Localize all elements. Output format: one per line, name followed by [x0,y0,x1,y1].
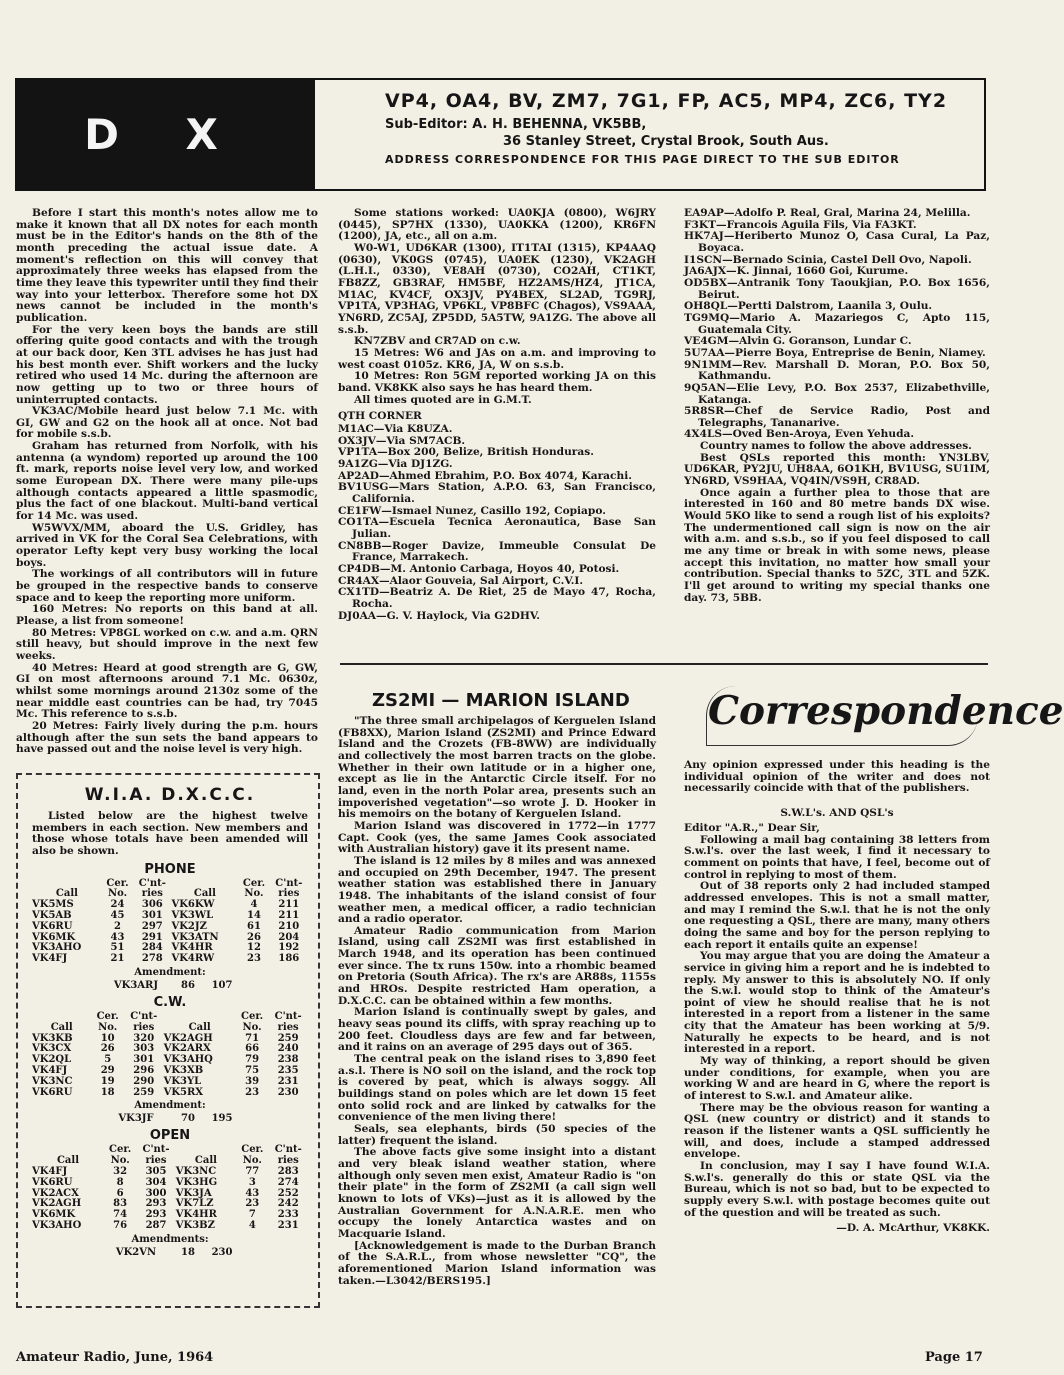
column-header: ries [277,1155,299,1167]
table-row [32,954,308,965]
paragraph: The island is 12 miles by 8 miles and was annexed and occupied on 29th December, 1947. The present weather station was established there in January 1948. The inhabitants of the island consist of four weather men, a medical officer, a radio technician and a radio operator. [338,854,656,926]
table-cell: VK6RU [32,1086,73,1098]
table-cell: VK4HR [171,942,213,954]
table-cell: VK3AHO [32,1219,82,1231]
amendment-row [32,1247,308,1258]
qth-entry: CX1TD—Beatriz A. De Riet, 25 de Mayo 47, Rocha, Rocha. [338,586,656,610]
table-cell: VK5AB [32,910,72,922]
dxcc-section-title: OPEN [149,1128,191,1144]
column-header: No. [110,1155,130,1167]
table-cell: 301 [141,910,163,922]
amendment-value: 70 [181,1113,195,1125]
table-cell: 230 [277,1086,299,1098]
table-cell: 18 [100,1086,115,1098]
table-cell: 320 [133,1032,155,1044]
qth-entry: EA9AP—Adolfo P. Real, Gral, Marina 24, Melilla. [684,207,971,219]
table-cell: 238 [277,1054,299,1066]
column-header: Cer. [96,1011,119,1022]
qth-entry: CO1TA—Escuela Tecnica Aeronautica, Base San Julian. [338,516,656,541]
qth-entry: F3KT—Francois Aguila Fils, Via FA3KT. [684,218,917,231]
column-header: C'nt- [130,1011,158,1022]
table-cell: 186 [278,953,300,965]
callsign-list: VP4, OA4, BV, ZM7, 7G1, FP, AC5, MP4, ZC6, TY2 [385,90,948,112]
dxcc-section-title: PHONE [144,861,196,877]
column-header: ries [277,1021,299,1033]
table-cell: 274 [277,1176,299,1188]
table-cell: 304 [145,1176,167,1188]
table-cell: VK2QL [32,1054,72,1066]
paragraph: Graham has returned from Norfolk, with his antenna (a wyndom) reported up around the 100 ft. mark, reports noise level very low, and worked some European DX. There were many pile-ups although contacts appeared a little spasmodic, plus the fact of one blackout. Multi-band vertical for 14 Mc. was used. [16,440,318,523]
dxcc-table [32,1145,308,1231]
paragraph: "The three small archipelagos of Kerguelen Island (FB8XX), Marion Island (ZS2MI) and Prince Edward Island and the Crozets (FB-8WW) are individually and collectively the most barren tracts on the globe. Whether in their own latitude or in a higher one, except as lie in the Antarctic Circle itself. For no land, even in the north Polar area, presents such an impoverished vegetation"—so wrote J. D. Hooker in his memoirs on the botany of Kerguelen Island. [338,715,656,821]
letter-title: S.W.L's. AND QSL's [780,806,894,819]
table-cell: 192 [278,942,300,954]
table-row [32,911,308,922]
column-header: Call [55,888,78,900]
paragraph: VK3AC/Mobile heard just below 7.1 Mc. with GI, GW and G2 on the hook all at once. Not bad for mobile s.s.b. [16,405,318,441]
table-cell: 19 [100,1075,115,1087]
column-header: C'nt- [142,1144,170,1156]
table-cell: 210 [278,920,300,932]
dxcc-table [32,879,308,965]
band-report-15: 15 Metres: W6 and JAs on a.m. and improving to west coast 0105z. KR6, JA, W on s.s.b. [338,346,656,371]
column-header: Cer. [241,1144,264,1156]
table-cell: 259 [133,1086,155,1098]
column-header: No. [98,1021,118,1033]
table-cell: 39 [245,1075,260,1087]
qth-list [684,208,990,441]
table-cell: 242 [277,1198,299,1210]
table-cell: VK6KW [171,899,215,911]
paragraph: W5WVX/MM, aboard the U.S. Gridley, has arrived in VK for the Coral Sea Celebrations, with operator Lefty kept very busy working the local boys. [16,521,318,569]
table-cell: 252 [277,1187,299,1199]
times-note: All times quoted are in G.M.T. [354,393,532,406]
table-cell: 235 [277,1064,299,1076]
table-cell: VK2AGH [32,1198,82,1210]
table-cell: 74 [113,1209,128,1221]
table-cell: 306 [141,899,163,911]
table-cell: 10 [100,1032,115,1044]
table-cell: VK3AHO [32,942,82,954]
column-header: Cer. [241,1011,264,1022]
table-cell: 290 [133,1075,155,1087]
table-cell: VK6RU [32,920,73,932]
table-cell: 305 [145,1165,167,1177]
table-cell: 23 [245,1086,260,1098]
table-cell: 5 [104,1054,112,1066]
table-row [32,900,308,911]
paragraph: There may be the obvious reason for wanting a QSL (new country or district) and it stands to reason if the listener wants a QSL sufficiently he will, and does, include a stamped addressed envelope. [684,1101,990,1161]
amendment-row [32,1113,308,1124]
qth-entry: JA6AJX—K. Jinnai, 1660 Goi, Kurume. [684,265,909,278]
qth-entry: OX3JV—Via SM7ACB. [338,434,466,447]
table-cell: 3 [248,1176,256,1188]
table-cell: VK3AHQ [163,1054,213,1066]
table-row [32,1167,308,1178]
table-cell: 23 [245,1198,260,1210]
table-cell: 75 [245,1064,260,1076]
paragraph: Before I start this month's notes allow me to make it known that all DX notes for each month must be in the Editor's hands on the 8th of the month preceding the actual issue date. A moment's reflection on this will convey that approximately three weeks has elapsed from the time they leave this typewriter until they find their way into your letterbox. Therefore some hot DX news cannot be included in the month's publication. [16,207,318,324]
amendment-label: Amendment: [134,967,206,978]
paragraph: My way of thinking, a report should be given under conditions, for example, when you are working W and are heard in G, where the report is of interest to S.w.l. and Amateur alike. [684,1055,990,1103]
table-cell: VK4FJ [32,1064,68,1076]
table-cell: VK3NC [175,1165,217,1177]
table-cell: 296 [133,1064,155,1076]
table-cell: 71 [245,1032,260,1044]
amendment-value: VK2VN [115,1246,157,1258]
amendment-label: Amendments: [131,1233,209,1245]
table-cell: 259 [277,1032,299,1044]
qth-list [338,424,656,622]
qth-entry: AP2AD—Ahmed Ebrahim, P.O. Box 4074, Karachi. [338,469,632,482]
paragraph: You may argue that you are doing the Amateur a service in giving him a report and he is indebted to reply. My answer to this is absolutely NO. If only the S.w.l. would stop to think of the Amateur's point of view he should realise that he is not interested in a report from a listener in the same city that the Amateur has been working at 5/9. Naturally he expects to be heard, and is not interested in a report. [684,950,990,1056]
table-cell: VK3KB [32,1032,73,1044]
qth-entry: I1SCN—Bernado Scinia, Castel Dell Ovo, Napoli. [684,253,972,266]
table-cell: 43 [245,1187,260,1199]
table-cell: VK4RW [171,953,215,965]
article-title: ZS2MI — MARION ISLAND [372,690,630,711]
table-row [32,1077,308,1088]
stations-worked-ssb: W0-W1, UD6KAR (1300), IT1TAI (1315), KP4AAQ (0630), VK0GS (0745), UA0EK (1230), VK2AGH (L.H.I., 0330), VE8AH (0730), CO2AH, CT1KT, FB8ZZ, GB3RAF, HM5BF, HZ2AMS/HZ4, JT1CA, M1AC, KV4CF, OX3JV, PY4BEX, SL2AD, TG9RJ, VP1TA, VP3HAG, VP6KL, VP8BFC (Chagos), VS9AAA, YN6RD, ZC5AJ, ZP5DD, 5A5TW, 9A1ZG. The above all s.s.b. [338,241,656,336]
table-cell: 32 [113,1165,128,1177]
table-row [32,943,308,954]
dx-title: D X [84,110,244,159]
table-cell: 231 [277,1219,299,1231]
dxcc-table [32,1012,308,1098]
amendment-row [32,980,308,991]
table-cell: 79 [245,1054,260,1066]
column-header: Call [50,1021,73,1033]
letter-signature: —D. A. McArthur, VK8KK. [836,1222,990,1235]
table-cell: VK3BZ [175,1219,215,1231]
table-cell: 278 [141,953,163,965]
table-cell: VK5RX [163,1086,204,1098]
column-header: ries [145,1155,167,1167]
table-cell: 2 [114,920,121,932]
paragraph: [Acknowledgement is made to the Durban Branch of the S.A.R.L., from whose newsletter "CQ", the aforementioned Marion Island information was taken.—L3042/BERS195.] [338,1239,656,1287]
table-cell: VK3YL [163,1075,202,1087]
paragraph: The central peak on the island rises to 3,890 feet a.s.l. There is NO soil on the island, and the rock top is covered by peat, which is always soggy. All buildings stand on poles which are let down 15 feet onto solid rock and are linked by catwalks for the convenience of the men living there! [338,1053,656,1124]
table-cell: VK3XB [163,1064,204,1076]
table-cell: 23 [247,953,261,965]
amendment-label: Amendment: [134,1100,206,1112]
paragraph: Out of 38 reports only 2 had included stamped addressed envelopes. This is not a small matter, and may I remind the S.w.l. that he is not the only one requesting a QSL, there are many, many others doing the same and boy for the person replying to each report it entails quite an expense! [684,880,990,951]
correspondence-title: Correspondence [708,688,1064,734]
amendment-value: 230 [211,1246,233,1258]
table-cell: VK3JA [175,1187,212,1199]
table-cell: 26 [100,1043,115,1055]
table-cell: 211 [278,899,300,911]
qth-entry: M1AC—Via K8UZA. [338,423,453,436]
column-header: C'nt- [274,1144,302,1156]
qth-entry: 9N1MM—Rev. Marshall D. Moran, P.O. Box 50, Kathmandu. [684,358,990,383]
address-note: ADDRESS CORRESPONDENCE FOR THIS PAGE DIRECT TO THE SUB EDITOR [385,153,900,166]
paragraph: Marion Island was discovered in 1772—in 1777 Capt. Cook (yes, the same James Cook associated with Australian history) gave it its present name. [338,819,656,856]
qth-entry: TG9MQ—Mario A. Mazariegos C, Apto 115, Guatemala City. [684,311,990,336]
table-cell: 291 [141,931,163,943]
footer-page-number: Page 17 [925,1350,983,1365]
table-cell: 231 [277,1075,299,1087]
paragraph: Best QSLs reported this month: YN3LBV, UD6KAR, PY2JU, UH8AA, 6O1KH, BV1USG, SU1IM, YN6RD, VS9HAA, VQ4IN/VS9H, CR8AD. [684,451,990,488]
correspondence-disclaimer: Any opinion expressed under this heading is the individual opinion of the writer and does not necessarily coincide with that of the publishers. [684,759,990,795]
paragraph: Following a mail bag containing 38 letters from S.w.l's. over the last week, I find it necessary to comment on points that have, I feel, become out of control in replying to most of them. [684,833,990,881]
column-header: Call [193,888,216,900]
paragraph: Seals, sea elephants, birds (50 species of the latter) frequent the island. [338,1122,656,1147]
column-header: Call [188,1021,211,1033]
table-cell: 12 [247,942,261,954]
letter-body [684,835,990,1220]
paragraph: Amateur Radio communication from Marion Island, using call ZS2MI was first established in March 1948, and its operation has been continued ever since. The tx runs 150w. into a rhombic beamed on Pretoria (South Africa). The rx's are AR88s, 1155s and HROs. Despite restricted Ham operation, a D.X.C.C. can be obtained within a few months. [338,924,656,1007]
table-cell: VK2ARX [163,1043,211,1055]
band-report-10: 10 Metres: Ron 5GM reported working JA on this band. VK8KK also says he has heard them. [338,370,656,394]
dx-notes-column-1 [16,208,318,756]
column-header: No. [242,1155,262,1167]
wia-dxcc-title: W.I.A. D.X.C.C. [84,785,256,805]
column-header: Call [56,1155,79,1167]
column-header: ries [278,888,300,900]
table-cell: VK4FJ [32,953,68,965]
band-report-40: 40 Metres: Heard at good strength are G, GW, GI on most afternoons around 7.1 Mc. 0630z, whilst some mornings around 2130z some of the near middle east countries can be had, try 7045 Mc. This reference to s.s.b. [16,661,318,721]
table-cell: 293 [145,1209,167,1221]
dx-notes-column-3 [684,208,990,604]
column-header: C'nt- [274,1011,302,1022]
table-row [32,922,308,933]
table-cell: 77 [245,1165,260,1177]
table-cell: VK5MS [32,899,74,911]
table-cell: VK6RU [32,1176,73,1188]
table-cell: VK2JZ [171,920,207,932]
qth-corner-heading: QTH CORNER [338,410,422,423]
table-cell: 83 [113,1198,128,1210]
table-cell: 211 [278,910,300,922]
paragraph: Marion Island is continually swept by gales, and heavy seas pound its cliffs, with spray reaching up to 200 feet. Cloudless days are few and far between, and it rains on an average of 295 days out of 365. [338,1006,656,1054]
amendment-value: 107 [211,980,233,991]
qth-entry: BV1USG—Mars Station, A.P.O. 63, San Francisco, California. [338,481,656,506]
qth-entry: 4X4LS—Oved Ben-Aroya, Even Yehuda. [684,428,915,441]
qth-entry: CR4AX—Alaor Gouveia, Sal Airport, C.V.I. [338,574,584,587]
subeditor-box [313,78,986,191]
qth-entry: CE1FW—Ismael Nunez, Casillo 192, Copiapo. [338,504,606,517]
qth-entry: CP4DB—M. Antonio Carbaga, Hoyos 40, Potosi. [338,563,620,576]
band-report-160: 160 Metres: No reports on this band at all. Please, a list from someone! [16,603,318,627]
table-cell: VK6MK [32,1209,76,1221]
table-cell: 61 [247,920,261,932]
table-cell: 283 [277,1165,299,1177]
dxcc-section-title: C.W. [153,995,187,1010]
stations-worked-cw: KN7ZBV and CR7AD on c.w. [354,335,521,348]
amendment-value: 195 [211,1113,233,1125]
table-cell: VK4FJ [32,1165,68,1177]
qth-entry: HK7AJ—Heriberto Munoz O, Casa Cural, La Paz, Boyaca. [684,230,990,254]
table-cell: VK3CX [32,1043,72,1055]
column-header: ries [133,1021,155,1033]
table-cell: 29 [100,1064,115,1076]
paragraph: Country names to follow the above addresses. [700,440,972,453]
qth-entry: OD5BX—Antranik Tony Taoukjian, P.O. Box 1656, Beirut. [684,276,990,301]
table-cell: VK7LZ [175,1198,214,1210]
paragraph: The above facts give some insight into a distant and very bleak island weather station, where although only seven men exist, Amateur Radio is "on their plate" in the form of ZS2MI (a call sign well known to lots of VKs)—just as it is allowed by the Australian Government for A.N.A.R.E. men who occupy the lonely Antarctica wastes and on Macquarie Island. [338,1146,656,1240]
table-cell: 8 [116,1176,124,1188]
dx-section-banner [15,78,313,191]
table-cell: 4 [248,1219,256,1231]
qth-entry: VE4GM—Alvin G. Goranson, Lundar C. [684,335,912,348]
paragraph: Once again a further plea to those that are interested in 160 and 80 metre bands DX wise. Would 5KO like to send a rough list of his exploits? The undermentioned call sign is now on the air with a.m. and s.s.b., so if you feel disposed to call me any time or break in with some news, please accept this invitation, no matter how small your contribution. Special thanks to 5ZC, 3TL and 5ZK. I'll get around to writing my special thanks one day. 73, 5BB. [684,486,990,604]
amendment-value: 86 [181,980,195,991]
qth-entry: VP1TA—Box 200, Belize, British Honduras. [338,446,594,459]
marion-island-article [338,716,656,1287]
column-header: Call [194,1155,217,1167]
amendment-value: 18 [181,1246,195,1258]
wia-intro: Listed below are the highest twelve members in each section. New members and those whose totals have been amended will also be shown. [32,810,308,857]
band-report-20: 20 Metres: Fairly lively during the p.m. hours although after the sun sets the band appears to have passed out and the noise level is very high. [16,719,318,756]
wia-dxcc-box [16,773,320,1308]
table-cell: 303 [133,1043,155,1055]
table-cell: 287 [145,1219,167,1231]
table-cell: 284 [141,942,163,954]
stations-worked: Some stations worked: UA0KJA (0800), W6JRY (0445), SP7HX (1330), UA0KKA (1200), KR6FN (1200), JA, etc., all on a.m. [338,207,656,243]
qth-entry: DJ0AA—G. V. Haylock, Via G2DHV. [338,609,540,622]
table-cell: 4 [250,899,258,911]
table-cell: VK4HR [175,1209,217,1221]
amendment-value: VK3ARJ [113,980,159,991]
table-cell: 233 [277,1209,299,1221]
table-cell: 26 [247,931,261,943]
qth-entry: 5U7AA—Pierre Boya, Entreprise de Benin, Niamey. [684,346,986,359]
table-cell: 66 [245,1043,260,1055]
paragraph: The workings of all contributors will in future be grouped in the respective bands to conserve space and to keep the reporting more uniform. [16,568,318,604]
column-header: Cer. [242,877,266,889]
table-cell: 7 [248,1209,256,1221]
table-row [32,1088,308,1099]
section-divider [340,663,988,665]
subeditor-street: 36 Stanley Street, Crystal Brook, South Aus. [503,134,829,149]
table-cell: 21 [110,953,125,965]
table-cell: VK3ATN [171,931,219,943]
table-cell: 301 [133,1054,155,1066]
table-cell: VK3HG [175,1176,218,1188]
column-header: C'nt- [275,877,303,889]
subeditor-name: Sub-Editor: A. H. BEHENNA, VK5BB, [385,117,647,132]
column-header: No. [244,888,264,900]
letter-salutation: Editor "A.R.," Dear Sir, [684,821,820,834]
table-cell: 76 [113,1219,128,1231]
paragraph: For the very keen boys the bands are still offering quite good contacts and with the trough at our back door, Ken 3TL advises he has just had his best month ever. Shift workers and the lucky retired who used 14 Mc. during the afternoon are now getting up to two or three hours of uninterrupted contacts. [16,323,318,406]
column-header: C'nt- [138,877,166,889]
table-row [32,1221,308,1232]
qth-entry: 5R8SR—Chef de Service Radio, Post and Telegraphs, Tananarive. [684,405,990,429]
table-cell: 45 [110,910,125,922]
qth-entry: CN8BB—Roger Davize, Immeuble Consulat De France, Marrakech. [338,539,656,564]
table-cell: 14 [247,910,261,922]
band-report-80: 80 Metres: VP8GL worked on c.w. and a.m. QRN still heavy, but should improve in the next few weeks. [16,626,318,662]
column-header: Cer. [109,1144,132,1156]
correspondence-section [684,760,990,1235]
table-row [32,1178,308,1189]
table-cell: 300 [145,1187,167,1199]
footer-publication: Amateur Radio, June, 1964 [16,1350,214,1365]
dx-notes-column-2 [338,208,656,622]
qth-entry: OH8QL—Pertti Dalstrom, Laanila 3, Oulu. [684,300,933,313]
table-cell: 204 [278,931,300,943]
table-cell: VK3WL [171,910,214,922]
column-header: No. [242,1021,262,1033]
qth-entry: 9A1ZG—Via DJ1ZG. [338,458,453,471]
column-header: ries [141,888,163,900]
table-cell: 24 [110,899,125,911]
table-cell: 6 [116,1187,124,1199]
table-cell: VK2ACX [32,1187,79,1199]
amendment-value: VK3JF [118,1113,154,1125]
table-cell: VK3NC [32,1075,73,1087]
table-cell: 51 [110,942,125,954]
table-cell: VK6MK [32,931,76,943]
table-cell: 240 [277,1043,299,1055]
column-header: No. [107,888,128,900]
table-cell: 297 [141,920,163,932]
column-header: Cer. [106,877,129,889]
qth-entry: 9Q5AN—Elie Levy, P.O. Box 2537, Elizabethville, Katanga. [684,381,990,406]
paragraph: In conclusion, may I say I have found W.I.A. S.w.l's. generally do this or state QSL via the Bureau, which is not so bad, but to be expected to supply every S.w.l. with postage becomes quite out of the question and will be treated as such. [684,1160,990,1219]
table-cell: 43 [110,931,125,943]
table-cell: 293 [145,1198,167,1210]
table-cell: VK2AGH [163,1032,213,1044]
